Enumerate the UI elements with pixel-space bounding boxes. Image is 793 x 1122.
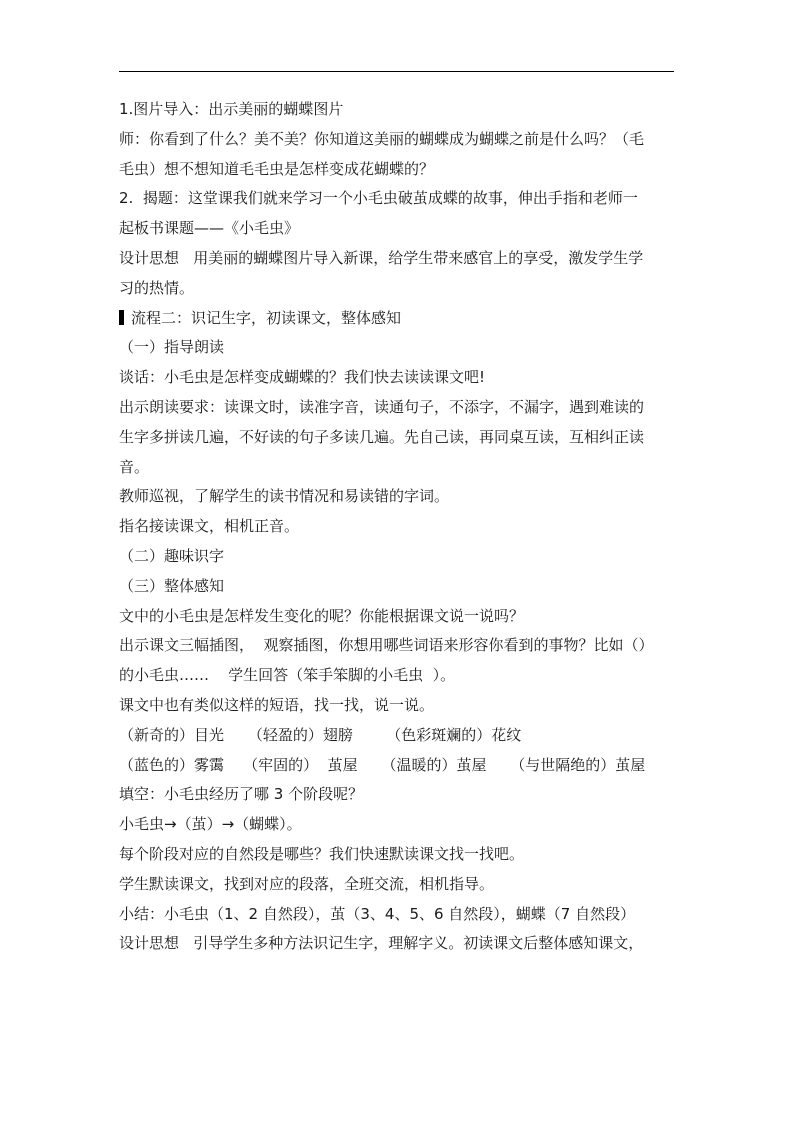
- text-line-20: 的小毛虫…… 学生回答（笨手笨脚的小毛虫 ）。: [119, 666, 456, 685]
- phrase-list-line-2: （蓝色的）雾霭 （牢固的） 茧屋 （温暖的）茧屋 （与世隔绝的）茧屋: [119, 755, 646, 774]
- stages-line: 小毛虫→（茧）→（蝴蝶）。: [119, 815, 302, 834]
- design-idea-line-3: 设计思想 引导学生多种方法识记生字，理解字义。初读课文后整体感知课文，: [119, 934, 644, 953]
- text-line-26: 每个阶段对应的自然段是哪些？我们快速默读课文找一找吧。: [119, 844, 525, 863]
- text-line-3: 毛虫）想不想知道毛毛虫是怎样变成花蝴蝶的？: [119, 159, 435, 178]
- text-line-15: 指名接读课文，相机正音。: [119, 517, 300, 536]
- text-line-27: 学生默读课文，找到对应的段落，全班交流，相机指导。: [119, 874, 495, 893]
- text-line-5: 起板书课题——《小毛虫》: [119, 219, 300, 238]
- text-line-24: 填空：小毛虫经历了哪 3 个阶段呢？: [119, 785, 364, 804]
- text-line-21: 课文中也有类似这样的短语，找一找，说一说。: [119, 695, 435, 714]
- section-heading-text: 流程二：识记生字，初读课文，整体感知: [131, 308, 402, 327]
- text-line-11: 出示朗读要求：读课文时，读准字音，读通句子，不添字，不漏字，遇到难读的: [119, 397, 645, 416]
- text-line-4: 2. 揭题：这堂课我们就来学习一个小毛虫破茧成蝶的故事，伸出手指和老师一: [119, 189, 638, 208]
- section-heading: [119, 304, 675, 334]
- text-line-2: 师：你看到了什么？美不美？你知道这美丽的蝴蝶成为蝴蝶之前是什么吗？（毛: [119, 129, 645, 148]
- text-line-14: 教师巡视，了解学生的读书情况和易读错的字词。: [119, 487, 450, 506]
- text-line-10: 谈话：小毛虫是怎样变成蝴蝶的？我们快去读读课文吧!: [119, 368, 486, 387]
- text-line-1: 1.图片导入：出示美丽的蝴蝶图片: [119, 100, 344, 118]
- design-idea-line-2: 习的热情。: [119, 278, 195, 297]
- text-line-13: 音。: [119, 457, 150, 476]
- subheading-guided-reading: （一）指导朗读: [119, 338, 225, 357]
- header-rule: [119, 71, 674, 72]
- subheading-fun-literacy: （二）趣味识字: [119, 546, 225, 565]
- design-idea-line-1: 设计思想 用美丽的蝴蝶图片导入新课，给学生带来感官上的享受，激发学生学: [119, 248, 644, 267]
- summary-line: 小结：小毛虫（1、2 自然段），茧（3、4、5、6 自然段），蝴蝶（7 自然段）: [119, 904, 636, 923]
- heading-marker-bar: [119, 310, 124, 325]
- subheading-overall-perception: （三）整体感知: [119, 576, 225, 595]
- text-line-12: 生字多拼读几遍，不好读的句子多读几遍。先自己读，再同桌互读，互相纠正读: [119, 427, 645, 446]
- text-line-18: 文中的小毛虫是怎样发生变化的呢？你能根据课文说一说吗？: [119, 606, 525, 625]
- text-line-19: 出示课文三幅插图， 观察插图，你想用哪些词语来形容你看到的事物？比如（）: [119, 636, 654, 655]
- phrase-list-line-1: （新奇的）目光 （轻盈的）翅膀 （色彩斑斓的）花纹: [119, 725, 522, 744]
- document-body: [119, 95, 675, 959]
